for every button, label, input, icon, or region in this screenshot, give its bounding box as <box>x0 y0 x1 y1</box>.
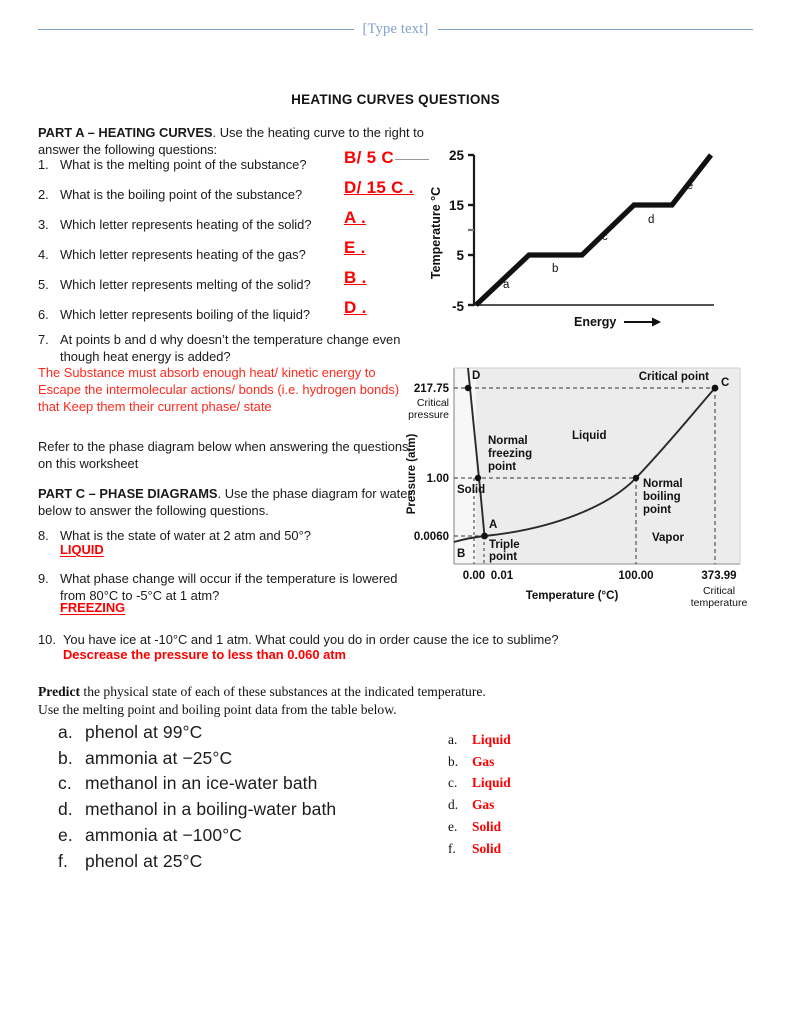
substance-answer-d-letter: d. <box>448 797 459 813</box>
region-label-vapor: Vapor <box>652 532 684 544</box>
marker-D <box>465 385 471 391</box>
substance-answer-a: Liquid <box>472 732 511 747</box>
point-label-A: A <box>489 519 498 531</box>
predict-line-1-rest: the physical state of each of these substances at the indicated temperature. <box>80 684 486 699</box>
substance-f-text: phenol at 25°C <box>85 850 203 871</box>
solid-region-bg <box>454 368 476 564</box>
substance-f-letter: f. <box>58 850 68 871</box>
substance-answer-list <box>448 729 598 859</box>
segment-label-c: c <box>602 231 608 243</box>
heating-curve-svg <box>424 145 724 330</box>
question-10-number: 10. <box>38 632 56 647</box>
question-3-answer: A . <box>344 208 366 227</box>
question-7 <box>38 331 410 365</box>
marker-triple-point <box>481 533 488 540</box>
list-item <box>448 729 598 751</box>
substance-answer-b: Gas <box>472 753 495 769</box>
phase-diagram-figure <box>404 356 791 622</box>
substance-answer-e-letter: e. <box>448 818 458 834</box>
x-tick-label-37399: 373.99 <box>701 570 737 582</box>
question-7-text: At points b and d why doesn’t the temperature change even though heat energy is added? <box>60 332 401 365</box>
boiling-point-line1: Normal <box>643 478 683 490</box>
question-2-text: What is the boiling point of the substance? <box>60 187 303 202</box>
critical-pressure-line1: Critical <box>416 397 449 409</box>
question-8-answer: LIQUID <box>60 542 104 557</box>
question-10-answer: Descrease the pressure to less than 0.060 atm <box>63 647 347 662</box>
y-axis-title: Pressure (atm) <box>406 433 418 515</box>
substance-answer-b-letter: b. <box>448 753 459 769</box>
question-5-answer-wrap <box>344 268 367 288</box>
substance-b-text: ammonia at −25°C <box>85 747 233 768</box>
list-item <box>58 849 458 875</box>
critical-point-label: Critical point <box>638 371 709 383</box>
substance-d-text: methanol in a boiling-water bath <box>85 799 337 820</box>
marker-critical-point <box>712 385 719 392</box>
substance-e-text: ammonia at −100°C <box>85 824 243 845</box>
part-a-instruction: . Use the heating curve to the right to answer the following questions: <box>38 125 424 158</box>
y-tick-label-0006: 0.0060 <box>413 531 449 543</box>
question-6-answer: D . <box>344 298 367 317</box>
list-item <box>448 772 598 794</box>
question-3-number: 3. <box>38 217 49 232</box>
predict-line-2: Use the melting point and boiling point data from the table below. <box>38 701 397 717</box>
question-2-answer: D/ 15 C . <box>344 178 414 197</box>
header-type-text: [Type text] <box>362 20 429 37</box>
substance-e-letter: e. <box>58 824 73 845</box>
point-label-B: B <box>457 548 466 560</box>
region-label-liquid: Liquid <box>572 430 607 442</box>
substance-answer-c: Liquid <box>472 775 511 791</box>
critical-pressure-line2: pressure <box>408 409 449 421</box>
list-item <box>58 746 458 772</box>
question-8-text: What is the state of water at 2 atm and 50°? <box>60 528 311 543</box>
part-c-heading-block <box>38 485 420 519</box>
question-9-text: What phase change will occur if the temperature is lowered from 80°C to -5°C at 1 atm? <box>60 571 398 604</box>
question-3 <box>38 216 438 233</box>
substance-c-letter: c. <box>58 773 72 794</box>
predict-line-1 <box>38 683 508 701</box>
segment-label-b: b <box>552 263 559 275</box>
triple-point-line1: Triple <box>489 539 520 551</box>
point-label-C: C <box>721 377 730 389</box>
question-6-text: Which letter represents boiling of the liquid? <box>60 307 311 322</box>
critical-temperature-line1: Critical <box>702 585 736 597</box>
header-rule-right <box>438 29 754 30</box>
substance-b-letter: b. <box>58 747 73 768</box>
substance-c-text: methanol in an ice-water bath <box>85 773 318 794</box>
list-item <box>58 771 458 797</box>
substance-answer-f-letter: f. <box>448 840 456 856</box>
question-5-answer: B . <box>344 268 367 287</box>
question-2-number: 2. <box>38 187 49 202</box>
question-9-number: 9. <box>38 571 49 586</box>
y-axis-title: Temperature °C <box>429 186 443 280</box>
predict-instructions <box>38 683 508 718</box>
part-a-heading: PART A – HEATING CURVES <box>38 125 213 140</box>
part-c-instruction: . Use the phase diagram for water below to answer the following questions. <box>38 486 412 519</box>
question-8-number: 8. <box>38 528 49 543</box>
marker-normal-freezing-point <box>475 475 481 481</box>
substance-answer-e: Solid <box>472 818 502 834</box>
y-tick-label-5: 5 <box>456 248 464 263</box>
question-3-answer-wrap <box>344 208 366 228</box>
x-tick-label-10000: 100.00 <box>618 570 654 582</box>
refer-note: Refer to the phase diagram below when answering the questions on this worksheet <box>38 439 409 472</box>
question-4-number: 4. <box>38 247 49 262</box>
segment-label-a: a <box>503 279 510 291</box>
marker-normal-boiling-point <box>633 475 639 481</box>
list-item <box>448 794 598 816</box>
x-tick-label-001: 0.01 <box>490 570 514 582</box>
question-1-answer-wrap <box>344 148 429 168</box>
x-axis-title: Temperature (°C) <box>525 590 619 602</box>
list-item <box>58 823 458 849</box>
question-10 <box>38 631 678 648</box>
substance-answer-d: Gas <box>472 797 495 813</box>
question-9-answer: FREEZING <box>60 600 126 615</box>
question-6-answer-wrap <box>344 298 367 318</box>
substance-d-letter: d. <box>58 799 73 820</box>
x-tick-label-000: 0.00 <box>462 570 486 582</box>
substance-answer-f: Solid <box>472 840 502 856</box>
energy-arrow-icon <box>624 318 661 327</box>
freezing-point-line2: freezing <box>488 448 533 460</box>
heating-curve-line <box>476 155 711 305</box>
freezing-point-line1: Normal <box>488 435 528 447</box>
page-header <box>38 18 753 40</box>
substance-a-text: phenol at 99°C <box>85 722 203 742</box>
question-4-text: Which letter represents heating of the gas? <box>60 247 306 262</box>
list-item <box>448 751 598 773</box>
x-axis-title: Energy <box>574 315 617 329</box>
question-6-number: 6. <box>38 307 49 322</box>
predict-lead: Predict <box>38 684 81 699</box>
question-1-number: 1. <box>38 157 49 172</box>
segment-label-d: d <box>648 214 655 226</box>
question-4-answer-wrap <box>344 238 366 258</box>
substance-answer-c-letter: c. <box>448 775 458 791</box>
y-tick-label-25: 25 <box>448 148 464 163</box>
boiling-point-line2: boiling <box>643 491 681 503</box>
y-tick-label-217: 217.75 <box>413 383 449 395</box>
y-tick-label-15: 15 <box>448 198 464 213</box>
y-tick-label-1: 1.00 <box>426 473 449 485</box>
heating-curve-figure <box>424 145 724 330</box>
phase-diagram-svg <box>404 356 791 622</box>
header-rule-left <box>38 29 354 30</box>
question-3-text: Which letter represents heating of the solid? <box>60 217 312 232</box>
question-5-text: Which letter represents melting of the solid? <box>60 277 311 292</box>
segment-label-e: e <box>687 180 694 192</box>
freezing-point-line3: point <box>488 461 517 473</box>
critical-temperature-line2: temperature <box>690 597 748 609</box>
question-7-number: 7. <box>38 332 49 347</box>
point-label-D: D <box>472 370 481 382</box>
question-2-answer-wrap <box>344 178 414 198</box>
list-item <box>58 720 458 746</box>
page-title: HEATING CURVES QUESTIONS <box>291 92 500 107</box>
substance-a-letter: a. <box>58 722 73 742</box>
substance-answer-a-letter: a. <box>448 732 458 747</box>
list-item <box>448 838 598 860</box>
question-4-answer: E . <box>344 238 366 257</box>
list-item <box>58 797 458 823</box>
question-10-text: You have ice at -10°C and 1 atm. What could you do in order cause the ice to sublime? <box>63 632 559 647</box>
y-tick-label-minus5: -5 <box>451 299 464 314</box>
question-1-text: What is the melting point of the substance? <box>60 157 307 172</box>
question-1-answer: B/ 5 C <box>344 148 394 167</box>
list-item <box>448 816 598 838</box>
question-4 <box>38 246 438 263</box>
question-5 <box>38 276 438 293</box>
question-7-answer: The Substance must absorb enough heat/ kinetic energy to Escape the intermolecular actions/ bonds (i.e. hydrogen bonds) that Keep them their current phase/ state <box>38 365 400 414</box>
part-c-heading: PART C – PHASE DIAGRAMS <box>38 486 218 501</box>
question-6 <box>38 306 438 323</box>
triple-point-line2: point <box>489 551 518 563</box>
boiling-point-line3: point <box>643 504 672 516</box>
question-5-number: 5. <box>38 277 49 292</box>
question-9 <box>38 570 420 604</box>
substance-list <box>58 720 458 874</box>
region-label-solid: Solid <box>457 484 486 496</box>
